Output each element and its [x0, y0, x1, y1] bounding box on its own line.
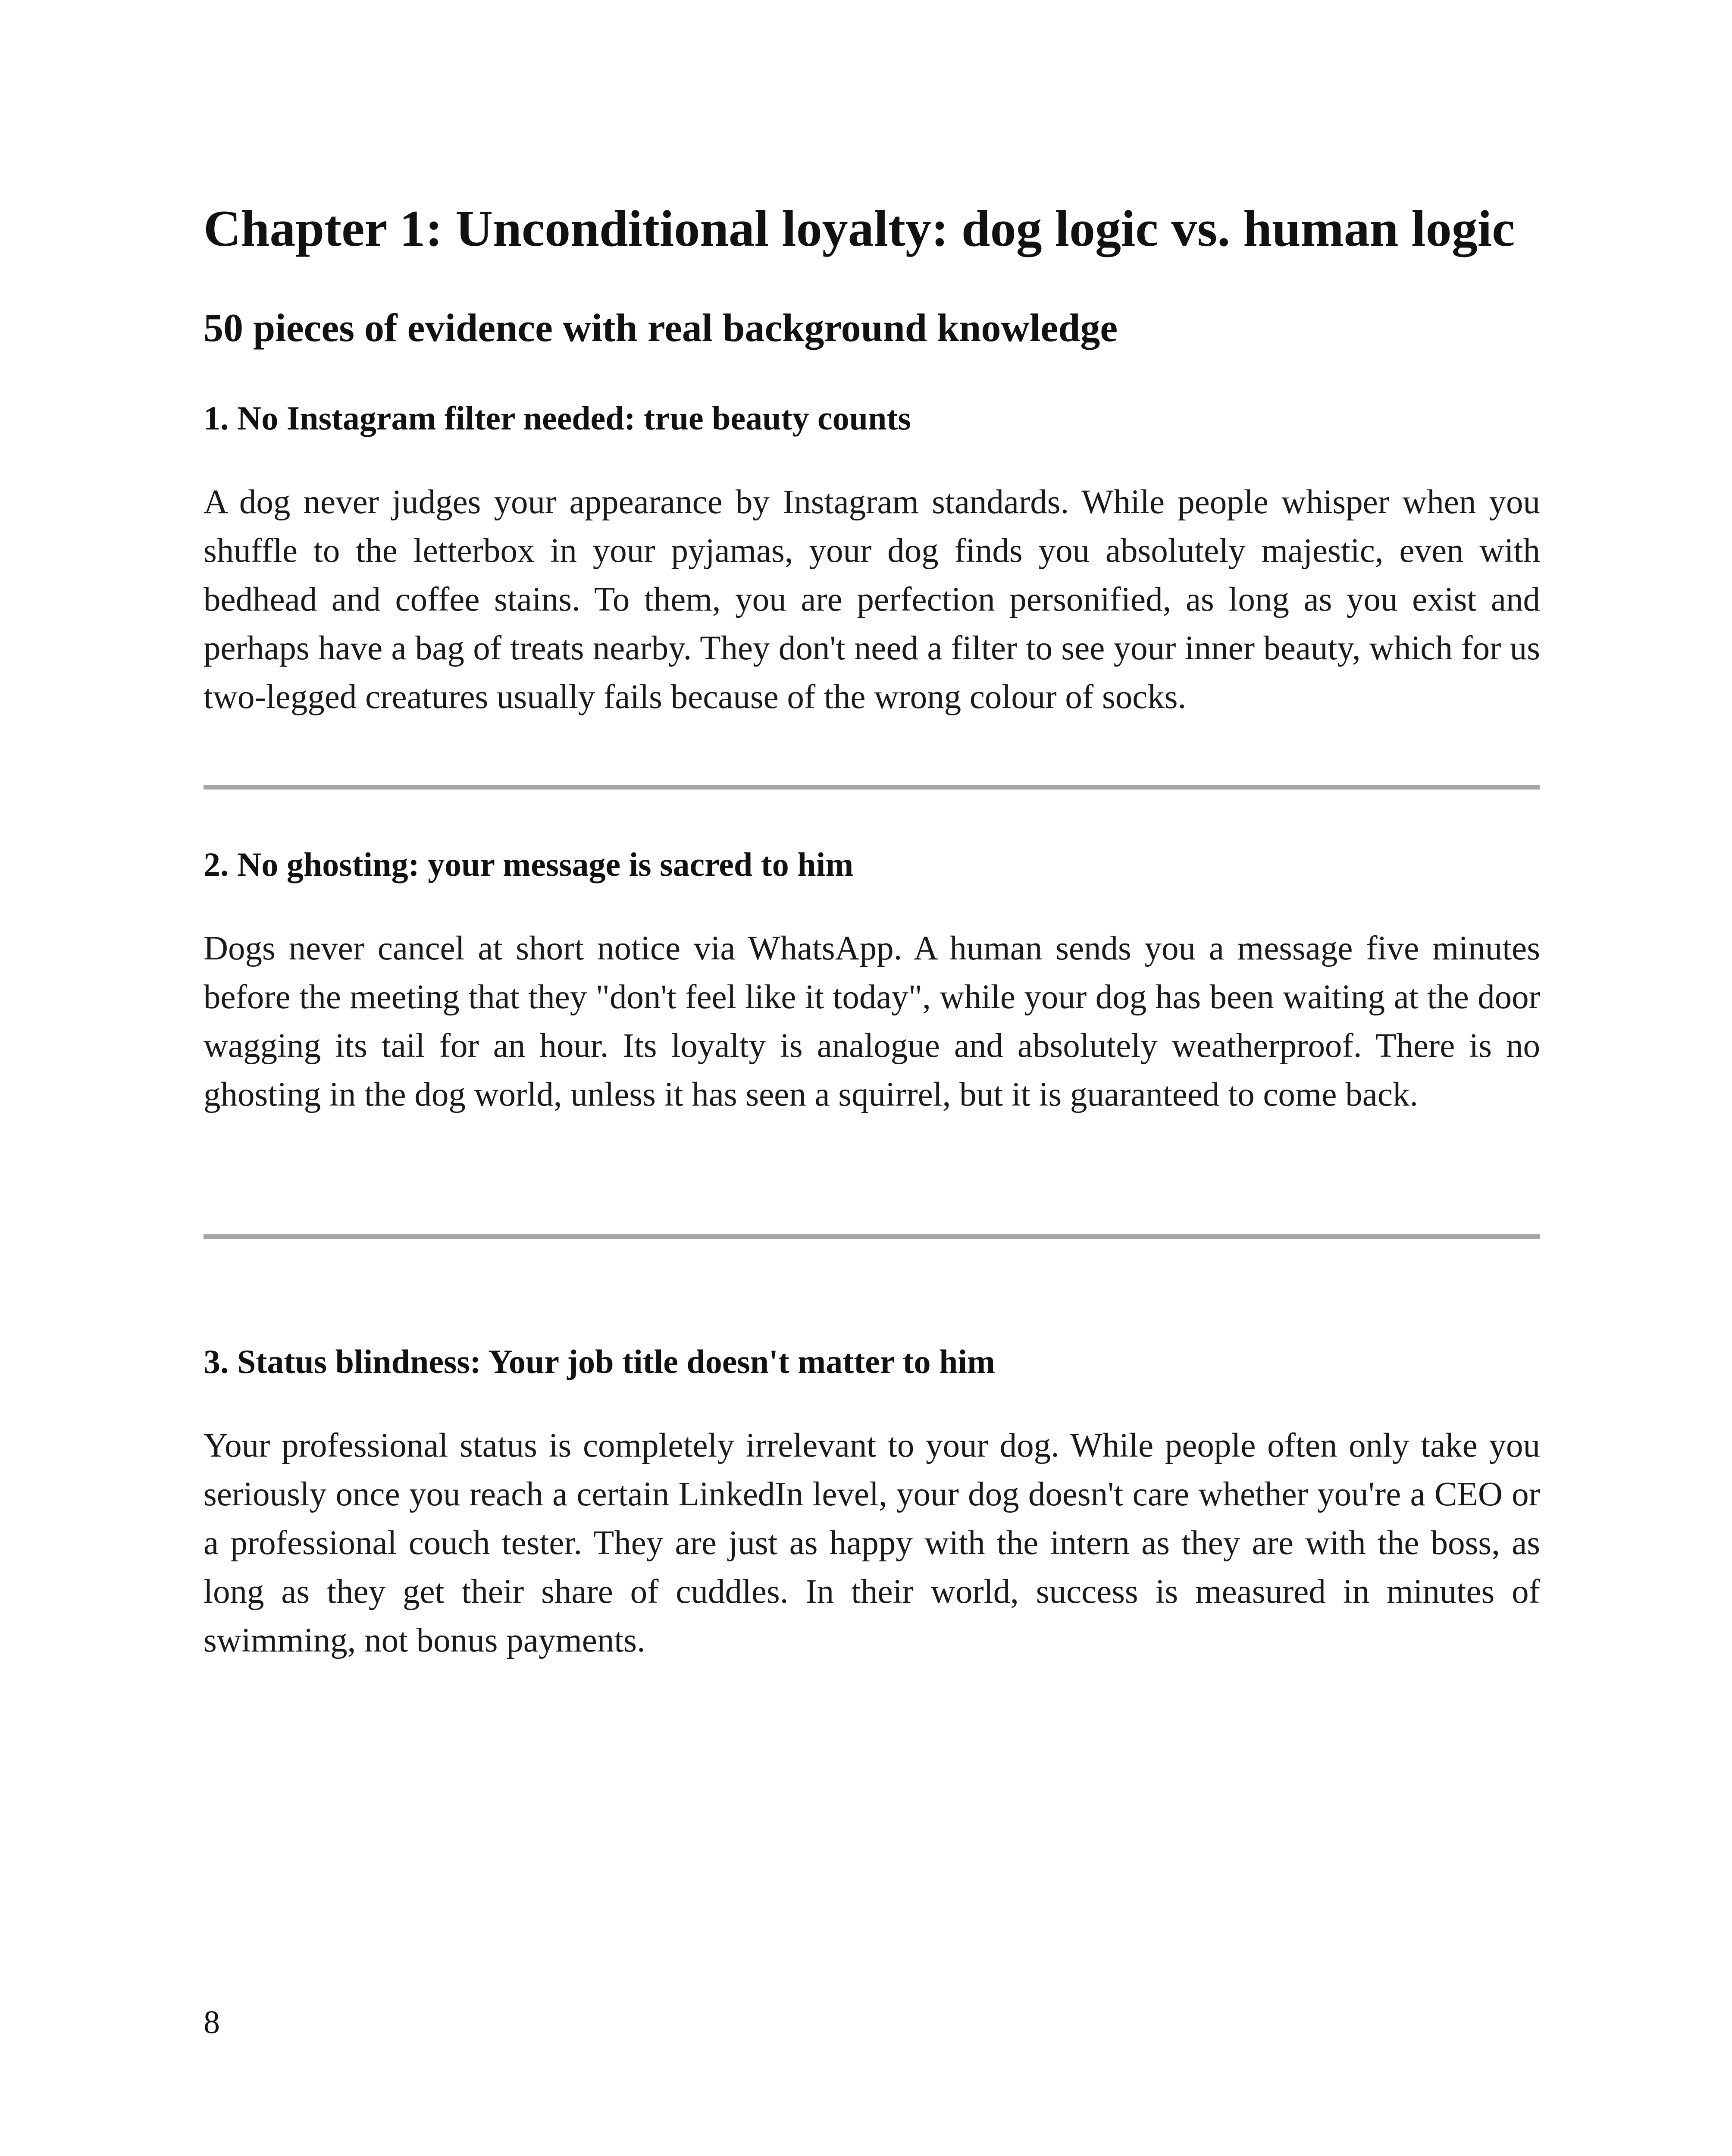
- section-divider-1: [204, 785, 1540, 790]
- section-heading-3: 3. Status blindness: Your job title doesn't matter to him: [204, 1343, 996, 1380]
- section-body-3: Your professional status is completely irrelevant to your dog. While people often only take you seriously once you reach a certain LinkedIn level, your dog doesn't care whether you're a CEO or a professional couch tester. They are just as happy with the intern as they are with the boss, as long as they get their share of cuddles. In their world, success is measured in minutes of swimming, not bonus payments.: [204, 1427, 1540, 1659]
- section-body-1: A dog never judges your appearance by Instagram standards. While people whisper when you shuffle to the letterbox in your pyjamas, your dog finds you absolutely majestic, even with bedhead and coffee stains. To them, you are perfection personified, as long as you exist and perhaps have a bag of treats nearby. They don't need a filter to see your inner beauty, which for us two-legged creatures usually fails because of the wrong colour of socks.: [204, 483, 1540, 716]
- page-number: 8: [204, 2004, 220, 2040]
- section-heading-2: 2. No ghosting: your message is sacred to him: [204, 846, 854, 883]
- section-divider-2: [204, 1234, 1540, 1239]
- section-heading-1: 1. No Instagram filter needed: true beauty counts: [204, 399, 911, 437]
- chapter-title: Chapter 1: Unconditional loyalty: dog logic vs. human logic: [204, 200, 1515, 257]
- section-body-2: Dogs never cancel at short notice via WhatsApp. A human sends you a message five minutes before the meeting that they "don't feel like it today", while your dog has been waiting at the door wagging its tail for an hour. Its loyalty is analogue and absolutely weatherproof. There is no ghosting in the dog world, unless it has seen a squirrel, but it is guaranteed to come back.: [204, 930, 1540, 1113]
- chapter-subtitle: 50 pieces of evidence with real background knowledge: [204, 306, 1118, 350]
